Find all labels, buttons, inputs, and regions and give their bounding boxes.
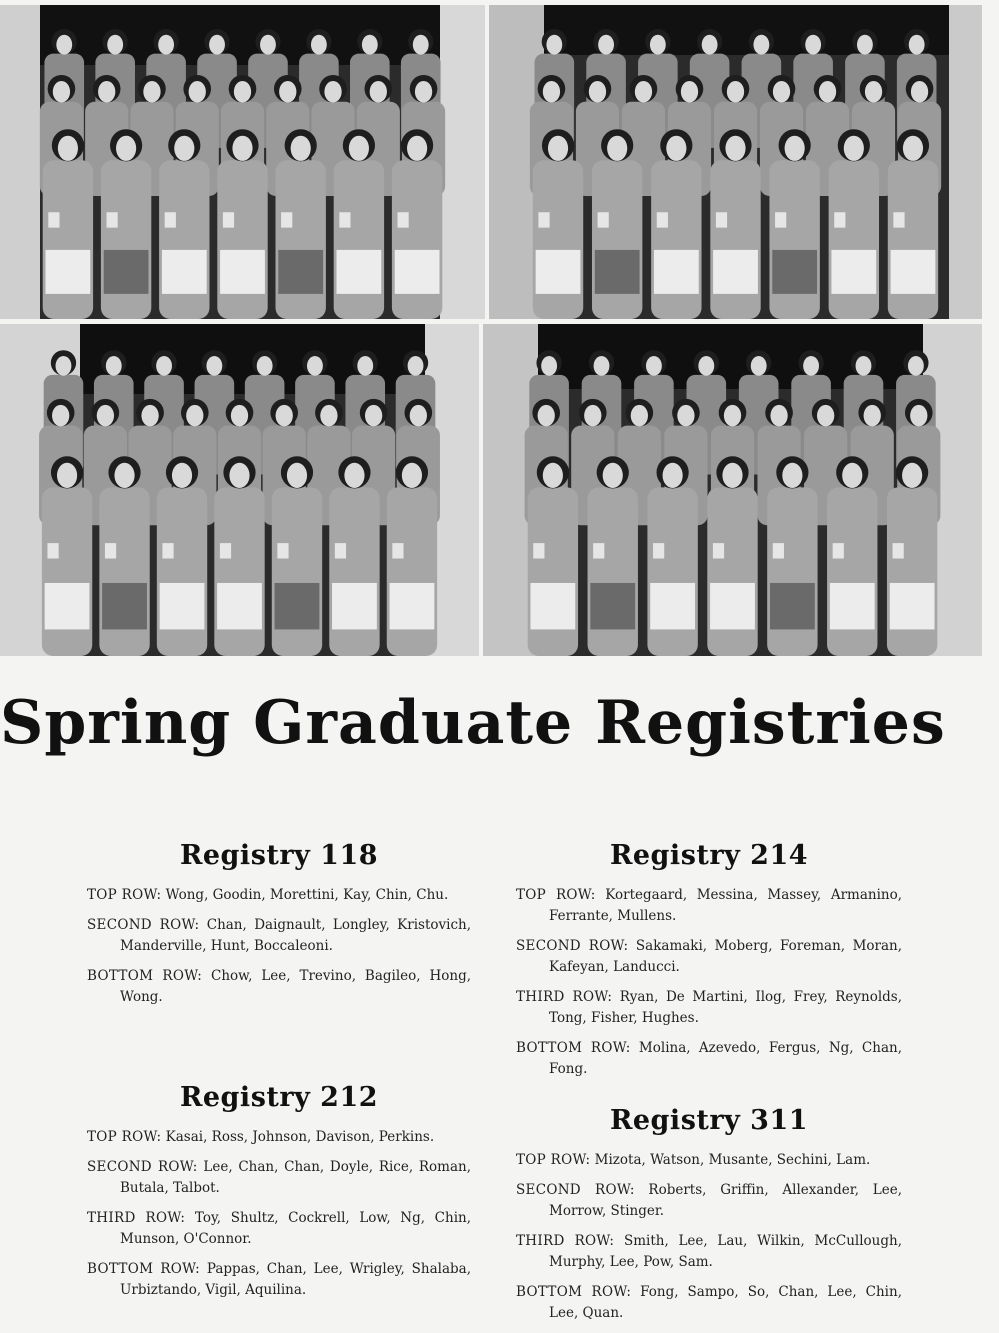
registry-row: TOP ROW: Kasai, Ross, Johnson, Davison, Perkins. — [87, 1129, 435, 1145]
photo-registry-118 — [0, 5, 485, 319]
group-photo-graphic — [489, 5, 982, 319]
group-photo-graphic — [483, 324, 982, 656]
registry-heading: Registry 118 — [179, 840, 379, 871]
registry-214-section — [516, 840, 902, 1089]
registry-row: THIRD ROW: Smith, Lee, Lau, Wilkin, McCullough, Murphy, Lee, Pow, Sam. — [516, 1233, 903, 1270]
registry-heading: Registry 311 — [609, 1105, 809, 1136]
registry-row: SECOND ROW: Lee, Chan, Chan, Doyle, Rice, Roman, Butala, Talbot. — [87, 1159, 472, 1196]
photo-registry-311 — [483, 324, 982, 656]
registry-row: SECOND ROW: Roberts, Griffin, Allexander, Lee, Morrow, Stinger. — [516, 1182, 902, 1219]
registry-row: BOTTOM ROW: Molina, Azevedo, Fergus, Ng, Chan, Fong. — [516, 1040, 902, 1077]
photo-registry-212 — [0, 324, 479, 656]
registry-row: BOTTOM ROW: Pappas, Chan, Lee, Wrigley, Shalaba, Urbiztando, Vigil, Aquilina. — [87, 1261, 472, 1298]
group-photo-graphic — [0, 324, 479, 656]
registry-118-section — [87, 840, 471, 1017]
registry-heading: Registry 214 — [609, 840, 809, 871]
registry-row: TOP ROW: Mizota, Watson, Musante, Sechini, Lam. — [516, 1152, 871, 1168]
photo-registry-214 — [489, 5, 982, 319]
registry-212-section — [87, 1082, 471, 1310]
registry-row: SECOND ROW: Sakamaki, Moberg, Foreman, Moran, Kafeyan, Landucci. — [516, 938, 903, 975]
registry-row: BOTTOM ROW: Fong, Sampo, So, Chan, Lee, Chin, Lee, Quan. — [516, 1284, 902, 1321]
registry-row: THIRD ROW: Toy, Shultz, Cockrell, Low, Ng, Chin, Munson, O'Connor. — [87, 1210, 471, 1247]
registry-heading: Registry 212 — [179, 1082, 379, 1113]
registry-row: SECOND ROW: Chan, Daignault, Longley, Kristovich, Manderville, Hunt, Boccaleoni. — [87, 917, 471, 954]
registry-row: TOP ROW: Kortegaard, Messina, Massey, Armanino, Ferrante, Mullens. — [516, 887, 902, 924]
registry-row: BOTTOM ROW: Chow, Lee, Trevino, Bagileo, Hong, Wong. — [87, 968, 471, 1005]
page-title: Spring Graduate Registries — [0, 688, 946, 758]
registry-row: TOP ROW: Wong, Goodin, Morettini, Kay, Chin, Chu. — [87, 887, 449, 903]
registry-row: THIRD ROW: Ryan, De Martini, Ilog, Frey, Reynolds, Tong, Fisher, Hughes. — [516, 989, 903, 1026]
registry-311-section — [516, 1105, 902, 1333]
group-photo-graphic — [0, 5, 485, 319]
